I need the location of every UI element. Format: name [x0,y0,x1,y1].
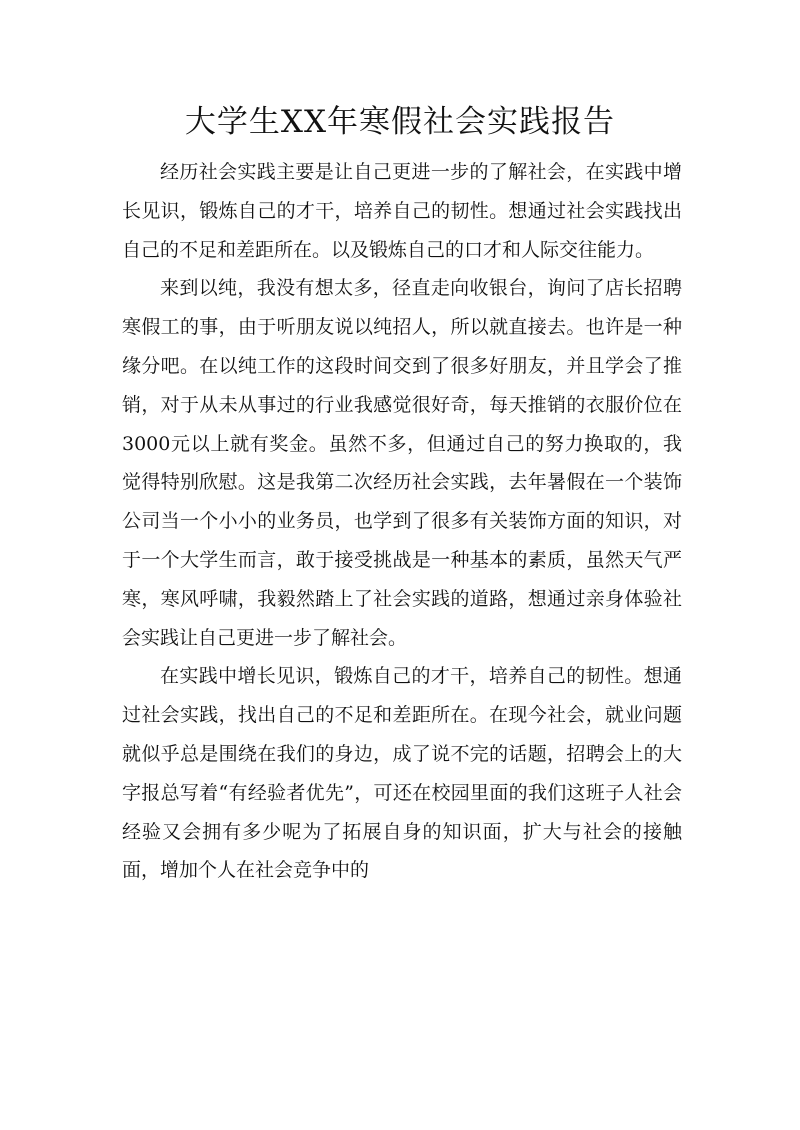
document-body [122,153,682,890]
document-title: 大学生XX年寒假社会实践报告 [184,104,616,140]
paragraph-2: 来到以纯，我没有想太多，径直走向收银台，询问了店长招聘寒假工的事，由于听朋友说以纯招人，所以就直接去。也许是一种缘分吧。在以纯工作的这段时间交到了很多好朋友，并且学会了推销，对于从未从事过的行业我感觉很好奇，每天推销的衣服价位在3000元以上就有奖金。虽然不多，但通过自己的努力换取的，我觉得特别欣慰。这是我第二次经历社会实践，去年暑假在一个装饰公司当一个小小的业务员，也学到了很多有关装饰方面的知识，对于一个大学生而言，敢于接受挑战是一种基本的素质，虽然天气严寒，寒风呼啸，我毅然踏上了社会实践的道路，想通过亲身体验社会实践让自己更进一步了解社会。 [122,277,682,649]
paragraph-3: 在实践中增长见识，锻炼自己的才干，培养自己的韧性。想通过社会实践，找出自己的不足和差距所在。在现今社会，就业问题就似乎总是围绕在我们的身边，成了说不完的话题，招聘会上的大字报总写着“有经验者优先”，可还在校园里面的我们这班子人社会经验又会拥有多少呢为了拓展自身的知识面，扩大与社会的接触面，增加个人在社会竞争中的 [122,665,682,882]
paragraph-1: 经历社会实践主要是让自己更进一步的了解社会，在实践中增长见识，锻炼自己的才干，培养自己的韧性。想通过社会实践找出自己的不足和差距所在。以及锻炼自己的口才和人际交往能力。 [122,161,682,261]
